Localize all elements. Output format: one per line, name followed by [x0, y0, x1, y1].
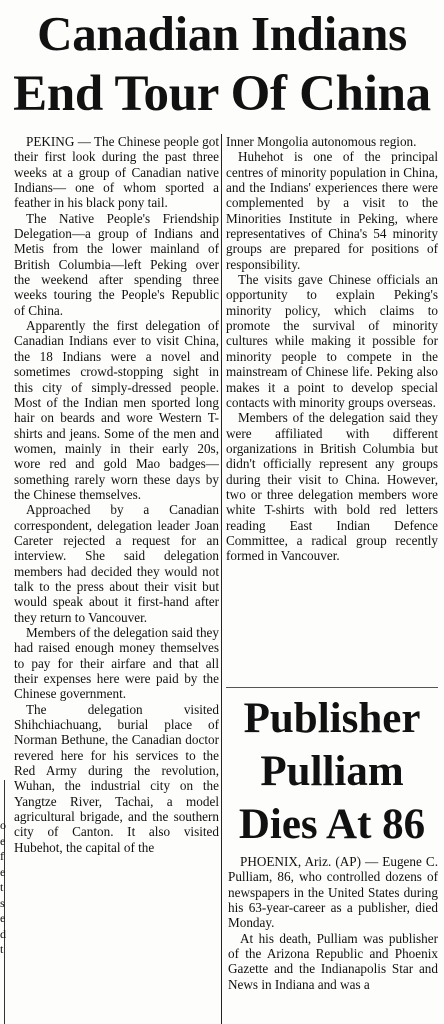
article-paragraph: The visits gave Chinese officials an opportunity to explain Peking's minority policy, which claims to promote the survival of minority cultures while making it possible for minority people to compete in the mainstream of Chinese life. Peking also makes it a point to develop special contacts with minority groups overseas. [226, 272, 438, 410]
edge-letter: f [0, 849, 4, 863]
edge-letter: e [0, 911, 6, 925]
edge-letter: o [0, 818, 6, 832]
obituary-headline-line: Publisher [243, 695, 421, 742]
article-paragraph: Apparently the first delegation of Canadian Indians ever to visit China, the 18 Indians were a novel and sometimes crowd-stopping sight in this city of simply-dressed people. Most of the Indian men sported long hair on beards and wore Western T-shirts and jeans. Some of the men and women, mainly in their early 20s, wore red and gold Mao badges—something rarely worn these days by the Chinese themselves. [14, 318, 219, 502]
article-column-1 [14, 134, 219, 1024]
cutoff-next-headline [18, 1012, 218, 1024]
headline [2, 4, 442, 124]
article-divider [226, 687, 438, 688]
article-paragraph: PEKING — The Chinese people got their first look during the past three weeks at a group of Canadian native Indians— one of whom sported a feather in his black pony tail. [14, 134, 219, 211]
article-paragraph: Members of the delegation said they were affiliated with different organizations in British Columbia but didn't officially represent any groups during their visit to China. However, two or three delegation members wore white T-shirts with bold red letters reading East Indian Defence Committee, a radical group recently formed in Vancouver. [226, 410, 438, 564]
article-paragraph: The Native People's Friendship Delegation—a group of Indians and Metis from the lower mainland of British Columbia—left Peking over the weekend after spending three weeks touring the People's Republic of China. [14, 210, 219, 318]
obituary-column [228, 854, 438, 1024]
obituary-paragraph: At his death, Pulliam was publisher of the Arizona Republic and Phoenix Gazette and the Indianapolis Star and News in Indiana and was a [228, 930, 438, 992]
edge-letter: t [0, 942, 4, 956]
article-paragraph: The delegation visited Shihchiachuang, burial place of Norman Bethune, the Canadian doctor revered here for his services to the Red Army during the revolution, Wuhan, the industrial city on the Yangtze River, Tachai, a model agricultural brigade, and the southern city of Canton. It also visited Hubehot, the capital of the [14, 701, 219, 855]
edge-letter: s [0, 895, 5, 910]
edge-letter: e [0, 864, 6, 879]
obituary-paragraph: PHOENIX, Ariz. (AP) — Eugene C. Pulliam, 86, who controlled dozens of newspapers in the United States during his 63-year-career as a publisher, died Monday. [228, 854, 438, 931]
headline-line-1: Canadian Indians [37, 6, 407, 61]
edge-letter: e [0, 833, 6, 848]
obituary-headline-line: Pulliam [260, 748, 404, 795]
article-paragraph: Approached by a Canadian correspondent, delegation leader Joan Careter rejected a request for an interview. She said delegation members had decided they would not talk to the press about their visit but would speak about it first-hand after they return to Vancouver. [14, 502, 219, 625]
article-column-2 [226, 134, 438, 684]
adjacent-column-fragment [0, 818, 12, 958]
edge-letter: d [0, 926, 6, 941]
article-paragraph: Huhehot is one of the principal centres of minority population in China, and the Indians' experiences there were complemented by a visit to the Minorities Institute in Peking, where representatives of China's 54 minority groups are prepared for positions of responsibility. [226, 149, 438, 272]
article-paragraph: Members of the delegation said they had raised enough money themselves to pay for their airfare and that all their expenses here were paid by the Chinese government. [14, 625, 219, 702]
headline-line-2: End Tour Of China [13, 66, 431, 122]
obituary-headline-line: Dies At 86 [238, 801, 426, 848]
article-paragraph: Inner Mongolia autonomous region. [226, 134, 417, 149]
obituary-headline [226, 692, 438, 851]
edge-letter: t [0, 880, 4, 894]
column-rule [221, 134, 222, 1024]
